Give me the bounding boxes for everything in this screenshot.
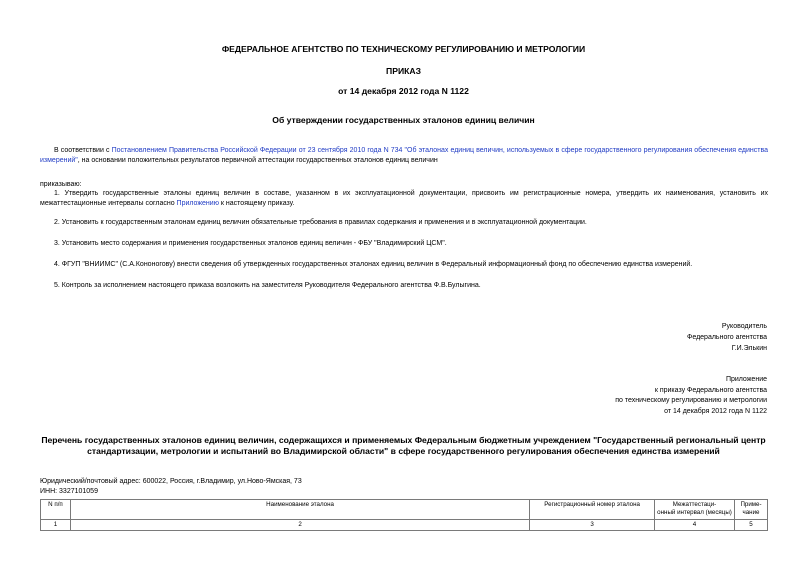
signature-position: Руководитель <box>721 323 767 330</box>
intro-prefix: В соответствии с <box>54 147 112 154</box>
col-header-reg: Регистрационный номер эталона <box>530 500 655 520</box>
org-inn: ИНН: 3327101059 <box>40 488 98 495</box>
doc-type: ПРИКАЗ <box>386 66 421 76</box>
item-2: 2. Установить к государственным эталонам единиц величин обязательные требования в правилах содержания и применения и в эксплуатационной документации. <box>54 219 587 226</box>
item-1 <box>40 189 768 209</box>
intro-suffix: , на основании положительных результатов первичной аттестации государственных эталонов единиц величин <box>77 157 438 164</box>
appendix-link[interactable]: Приложению <box>176 200 219 207</box>
table-cell: 3 <box>530 520 655 531</box>
org-address: Юридический/почтовый адрес: 600022, Россия, г.Владимир, ул.Ново-Ямская, 73 <box>40 478 302 485</box>
col-header-interval: Межаттестаци- онный интервал (месяцы) <box>655 500 735 520</box>
item-3: 3. Установить место содержания и применения государственных эталонов единиц величин - ФБУ "Владимирский ЦСМ". <box>54 240 447 247</box>
col-header-name: Наименование эталона <box>70 500 529 520</box>
appendix-line-3: от 14 декабря 2012 года N 1122 <box>664 407 767 415</box>
appendix-title: Приложение <box>725 376 767 383</box>
signature-name: Г.И.Элькин <box>731 345 767 352</box>
item-4: 4. ФГУП "ВНИИМС" (С.А.Кононогову) внести сведения об утвержденных государственных эталонах единиц величин в Федеральный информационный фонд по обеспечению единства измерений. <box>54 261 693 268</box>
table-cell: 5 <box>734 520 767 531</box>
col-header-num: N п/п <box>41 500 71 520</box>
standards-table <box>40 499 768 531</box>
table-header-row <box>41 500 768 520</box>
signature-block <box>687 321 767 354</box>
government-decree-link[interactable]: Постановлением Правительства Российской Федерации от 23 сентября 2010 года N 734 "Об эталонах единиц величин, используемых в сфере государственного регулирования обеспечения единства измерений" <box>40 147 768 164</box>
order-date: от 14 декабря 2012 года N 1122 <box>338 86 469 96</box>
order-word: приказываю: <box>40 181 82 188</box>
signature-agency: Федерального агентства <box>687 334 767 341</box>
appendix-line-2: по техническому регулированию и метрологии <box>615 397 767 404</box>
table-cell: 2 <box>70 520 529 531</box>
item-5: 5. Контроль за исполнением настоящего приказа возложить на заместителя Руководителя Федерального агентства Ф.В.Булыгина. <box>54 282 481 289</box>
item-1-suffix: к настоящему приказу. <box>218 200 295 207</box>
table-cell: 1 <box>41 520 71 531</box>
table-row <box>41 520 768 531</box>
appendix-line-1: к приказу Федерального агентства <box>654 386 767 394</box>
col-header-note: Приме- чание <box>734 500 767 520</box>
table-cell: 4 <box>655 520 735 531</box>
list-title: Перечень государственных эталонов единиц величин, содержащихся и применяемых Федеральным бюджетным учреждением "Государственный региональный центр стандартизации, метрологии и испытаний во Владимирской области" в сфере государственного регулирования обеспечения единства измерений <box>41 435 766 456</box>
item-1-prefix: 1. Утвердить государственные эталоны единиц величин в составе, указанном в их эксплуатационной документации, присвоить им регистрационные номера, утвердить их наименования, установить их межаттестационные интервалы согласно <box>40 190 768 207</box>
agency-title: ФЕДЕРАЛЬНОЕ АГЕНТСТВО ПО ТЕХНИЧЕСКОМУ РЕГУЛИРОВАНИЮ И МЕТРОЛОГИИ <box>221 44 586 54</box>
appendix-header <box>615 375 767 417</box>
order-subject: Об утверждении государственных эталонов единиц величин <box>272 115 535 125</box>
intro-paragraph <box>40 146 768 166</box>
